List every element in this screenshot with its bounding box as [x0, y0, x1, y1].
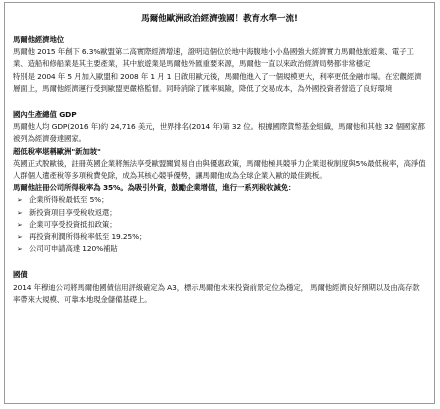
tax-relief-list: [13, 194, 426, 255]
list-item-text: 企業可享受投資抵扣政策；: [29, 219, 117, 229]
arrow-bullet-icon: ➢: [17, 245, 23, 254]
arrow-bullet-icon: ➢: [17, 220, 23, 229]
list-item: [13, 194, 426, 206]
list-item: [13, 231, 426, 243]
economy-paragraph-2: 特別是 2004 年 5 月加入歐盟和 2008 年 1 月 1 日啟用歐元後，馬爾他進入了一個規模更大，利率更低金融市場。在宏觀經濟層面上，馬爾他經濟運行受到歐盟更嚴格監督。同時消除了匯率風險，降低了交易成本，為外國投資者營造了良好環境: [13, 71, 422, 93]
document-frame: [4, 2, 435, 404]
gdp-paragraph: 馬爾他人均 GDP(2016 年)約 24,716 美元，世界排名(2014 年)第 32 位。根據國際貨幣基金組織，馬爾他和其他 32 個國家都被列為經濟發達國家。: [13, 122, 425, 144]
document-title: 馬爾他歐洲政治經濟強國！教育水準一流!: [141, 14, 298, 24]
tax-paragraph: 英國正式脫歐後，註冊英國企業將無法享受歐盟關貿易自由與優惠政策，馬爾他極具競爭力企業退稅制度與5%最低稅率，高淨值人群個人遺產稅等多項稅費免除，成為其核心競爭優勢，讓馬爾他成為全球企業入歐的最佳跳板。: [13, 158, 426, 181]
list-item: [13, 207, 426, 219]
list-item: [13, 243, 426, 255]
list-item-text: 企業所得稅最低至 5%；: [29, 195, 109, 205]
list-item-text: 新投資項目享受稅收返還；: [29, 207, 117, 217]
gdp-heading: 國內生產總值 GDP: [13, 110, 77, 120]
tax-heading: 超低稅率堪稱歐洲"新加坡": [13, 146, 101, 156]
list-item-text: 公司可申請高達 120%補貼: [29, 244, 118, 254]
bonds-paragraph: 2014 年穆迪公司將馬爾他國債信用評級確定為 A3，標示馬爾他未來投資前景定位為穩定， 馬爾他經濟良好預期以及由高存款率帶來大規模、可靠本地現金儲備基礎上。: [13, 282, 420, 304]
document-body: [5, 3, 434, 306]
spacer: [13, 255, 426, 269]
economy-paragraph-1: 馬爾他 2015 年創下 6.3%歐盟第二高實際經濟增速，證明這個位於地中海腹地小小島國強大經濟實力馬爾他旅遊業、電子工業、造船和修船業是其主要產業，其中旅遊業是馬爾他外匯重要來源，馬爾他一直以來政治經濟局勢都非常穩定: [13, 47, 414, 69]
bonds-heading: 國債: [13, 270, 28, 280]
arrow-bullet-icon: ➢: [17, 233, 23, 242]
economy-heading: 馬爾他經濟地位: [13, 35, 65, 44]
list-item: [13, 219, 426, 231]
tax-lead: 馬爾他註冊公司所得稅率為 35%。為吸引外資，鼓勵企業增值，進行一系列稅收減免：: [13, 183, 296, 193]
spacer: [13, 95, 426, 109]
arrow-bullet-icon: ➢: [17, 208, 23, 217]
arrow-bullet-icon: ➢: [17, 196, 23, 205]
list-item-text: 再投資利潤所得稅率低至 19.25%；: [29, 232, 147, 242]
